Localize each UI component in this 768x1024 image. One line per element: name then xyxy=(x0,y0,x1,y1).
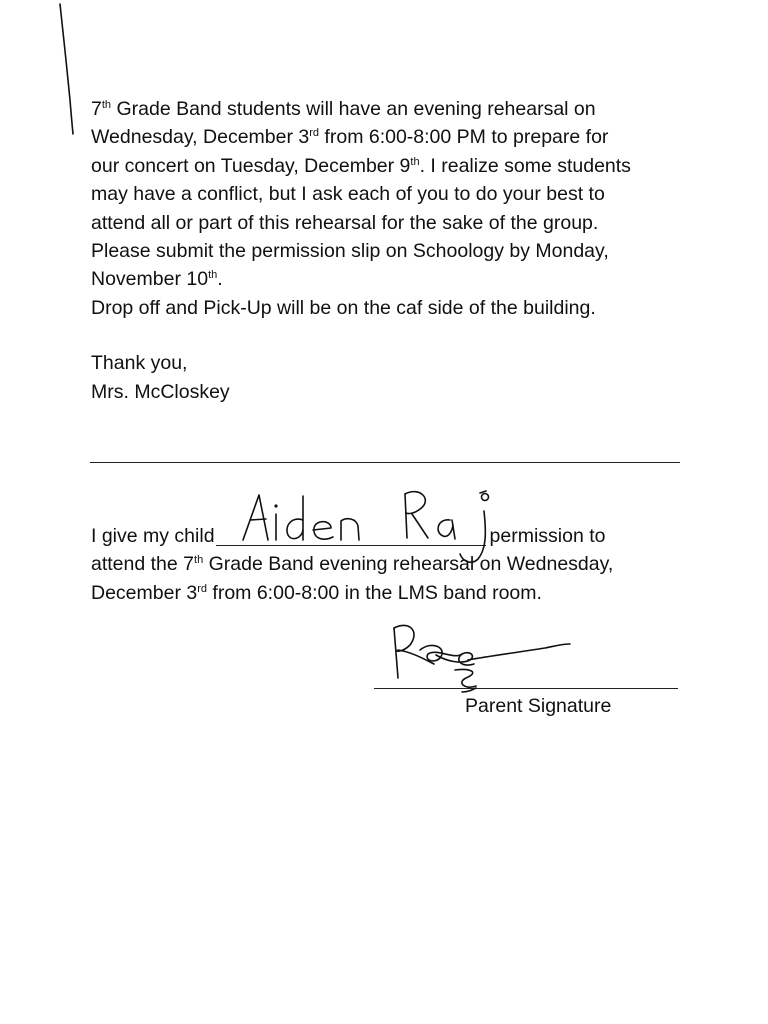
slip-line-2: attend the 7th Grade Band evening rehearsal on Wednesday, xyxy=(91,553,614,576)
letter-line: November 10th. xyxy=(91,268,223,291)
letter-line: Wednesday, December 3rd from 6:00-8:00 PM to prepare for xyxy=(91,126,609,149)
letter-line: 7th Grade Band students will have an evening rehearsal on xyxy=(91,98,596,120)
letter-line: attend all or part of this rehearsal for the sake of the group. xyxy=(91,211,599,234)
slip-line-3: December 3rd from 6:00-8:00 in the LMS band room. xyxy=(91,581,542,604)
slip-line-1: I give my child permission to xyxy=(91,525,606,547)
parent-signature-scribble xyxy=(394,625,570,692)
letter-line: Drop off and Pick-Up will be on the caf side of the building. xyxy=(91,296,596,319)
letter-line: our concert on Tuesday, December 9th. I realize some students xyxy=(91,154,631,177)
parent-signature-label: Parent Signature xyxy=(465,695,612,717)
margin-pen-mark xyxy=(60,4,73,134)
letter-line: Please submit the permission slip on Schoology by Monday, xyxy=(91,240,609,263)
letter-line: may have a conflict, but I ask each of you to do your best to xyxy=(91,183,605,206)
teacher-name: Mrs. McCloskey xyxy=(91,381,230,403)
closing-text: Thank you, xyxy=(91,352,188,374)
handwritten-child-name xyxy=(243,491,489,562)
